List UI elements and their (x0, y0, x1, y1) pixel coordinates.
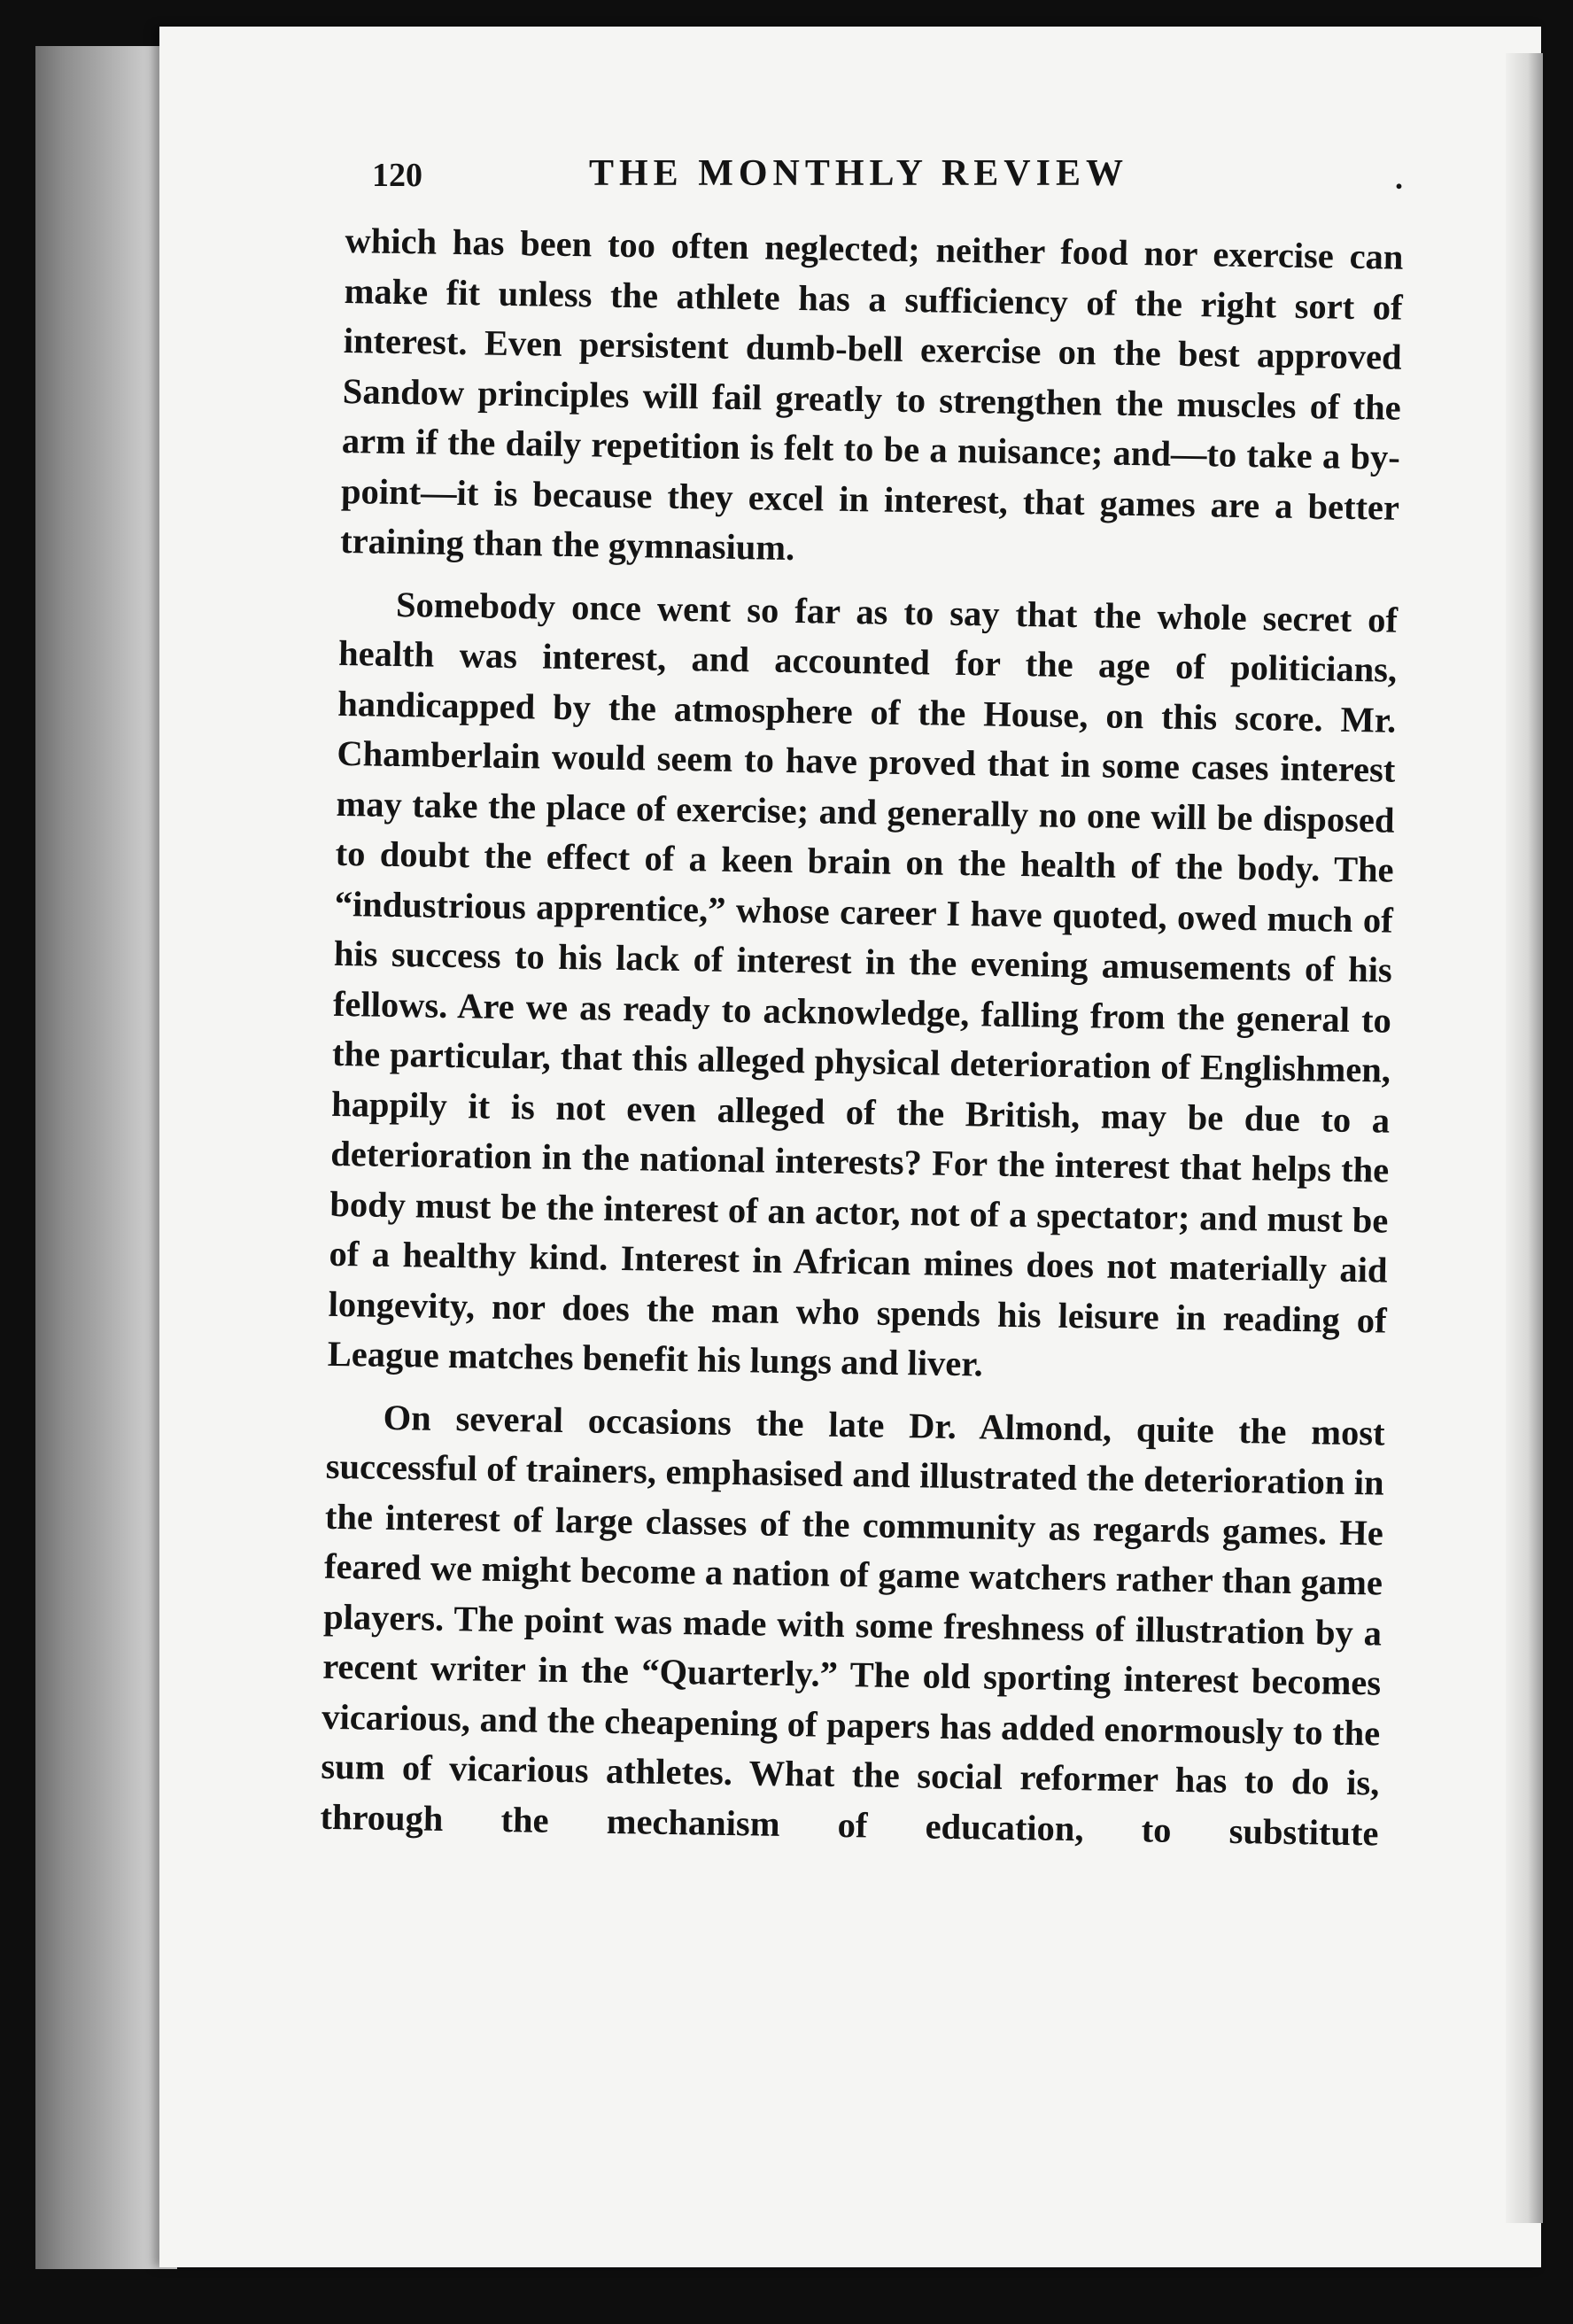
body-text (320, 216, 1404, 1871)
paragraph-3: On several occasions the late Dr. Almond, quite the most successful of trainers, emphasised and illustrated the deterioration in the interest of large classes of the community as regards games. He feared we might become a nation of game watchers rather than game players. The point was made with some freshness of illustration by a recent writer in the “Quarterly.” The old sporting interest becomes vicarious, and the cheapening of papers has added enormously to the sum of vicarious athletes. What the social reformer has to do is, through the mechanism of education, to substitute (320, 1397, 1385, 1854)
page-header (372, 152, 1417, 214)
header-mark: . (1395, 160, 1403, 196)
page-number: 120 (372, 157, 422, 194)
page-edge (1506, 53, 1543, 2223)
running-title: THE MONTHLY REVIEW (589, 153, 1128, 194)
paragraph-1: which has been too often neglected; neither food nor exercise can make fit unless the athlete has a sufficiency of the right sort of interest. Even persistent dumb-bell exercise on the best approved Sandow principles will fail greatly to strengthen the muscles of the arm if the daily repetition is felt to be a nuisance; and—to take a by-point—it is because they excel in interest, that games are a better training than the gymnasium. (339, 220, 1404, 569)
book-page-stack (35, 46, 177, 2269)
paragraph-2: Somebody once went so far as to say that the whole secret of health was interest, and accounted for the age of politicians, handicapped by the atmosphere of the House, on this score. Mr. Chamberlain would seem to have proved that in some cases interest may take the place of exercise; and generally no one will be disposed to doubt the effect of a keen brain on the health of the body. The “industrious apprentice,” whose career I have quoted, owed much of his success to his lack of interest in the evening amusements of his fellows. Are we as ready to acknowledge, falling from the general to the particular, that this alleged physical deterioration of Englishmen, happily it is not even alleged of the British, may be due to a deterioration in the national interests? For the interest that helps the body must be the interest of an actor, not of a spectator; and must be of a healthy kind. Interest in African mines does not materially aid longevity, nor does the man who spends his leisure in reading of League matches benefit his lungs and liver. (327, 584, 1399, 1384)
